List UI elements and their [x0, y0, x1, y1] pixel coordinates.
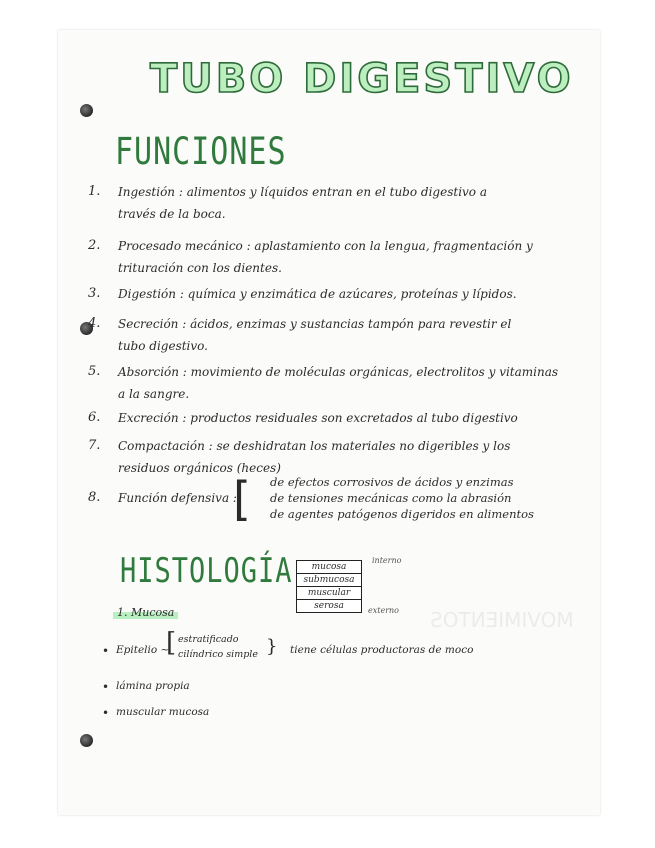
mucosa-heading: 1. Mucosa	[113, 606, 178, 619]
section-title-histologia: HISTOLOGÍA	[120, 552, 293, 591]
brace-icon: [	[166, 628, 177, 658]
item-number: 3.	[88, 286, 101, 301]
bleed-through: MOVIMIENTOS	[430, 608, 574, 632]
item-text: residuos orgánicos (heces)	[118, 461, 281, 475]
punch-hole	[80, 104, 93, 117]
item-text: trituración con los dientes.	[118, 261, 282, 275]
brace-icon: [	[233, 472, 251, 526]
punch-hole	[80, 734, 93, 747]
list-item: • lámina propia	[116, 680, 190, 692]
layer-cell: mucosa	[297, 561, 361, 574]
defensiva-item: de efectos corrosivos de ácidos y enzimas	[270, 475, 514, 489]
epitelio-label: Epitelio	[116, 644, 158, 656]
item-text: a la sangre.	[118, 387, 190, 401]
item-text: Absorción : movimiento de moléculas orgánicas, electrolitos y vitaminas	[118, 365, 559, 379]
epitelio-type: cilíndrico simple	[178, 649, 258, 660]
defensiva-list	[270, 474, 534, 522]
list-item: • Epitelio ~	[116, 644, 169, 656]
item-number: 5.	[88, 364, 101, 379]
section-title-funciones: FUNCIONES	[115, 130, 287, 174]
layer-cell: submucosa	[297, 574, 361, 587]
epitelio-type: estratificado	[178, 634, 239, 645]
item-number: 8.	[88, 490, 101, 505]
item-text: Digestión : química y enzimática de azúcares, proteínas y lípidos.	[118, 287, 517, 301]
layer-cell: muscular	[297, 587, 361, 600]
defensiva-item: de tensiones mecánicas como la abrasión	[270, 491, 512, 505]
page-title: TUBO DIGESTIVO	[150, 56, 574, 102]
item-text: Secreción : ácidos, enzimas y sustancias tampón para revestir el	[118, 317, 512, 331]
item-number: 7.	[88, 438, 101, 453]
epitelio-note: tiene células productoras de moco	[290, 644, 474, 656]
item-number: 1.	[88, 184, 101, 199]
brace-icon: }	[266, 636, 278, 657]
item-text: Función defensiva :	[118, 491, 237, 505]
list-item: • muscular mucosa	[116, 706, 209, 718]
item-number: 4.	[88, 316, 101, 331]
item-number: 2.	[88, 238, 101, 253]
item-text: Ingestión : alimentos y líquidos entran en el tubo digestivo a	[118, 185, 487, 199]
item-number: 6.	[88, 410, 101, 425]
histology-layers-table	[296, 560, 362, 613]
externo-label: externo	[368, 606, 399, 615]
item-text: Procesado mecánico : aplastamiento con la lengua, fragmentación y	[118, 239, 533, 253]
item-text: tubo digestivo.	[118, 339, 208, 353]
defensiva-item: de agentes patógenos digeridos en alimentos	[270, 507, 534, 521]
layer-cell: serosa	[314, 601, 344, 611]
item-text: Compactación : se deshidratan los materiales no digeribles y los	[118, 439, 511, 453]
item-text: Excreción : productos residuales son excretados al tubo digestivo	[118, 411, 518, 425]
item-text: través de la boca.	[118, 207, 226, 221]
interno-label: interno	[372, 556, 402, 565]
epitelio-types	[178, 632, 258, 662]
